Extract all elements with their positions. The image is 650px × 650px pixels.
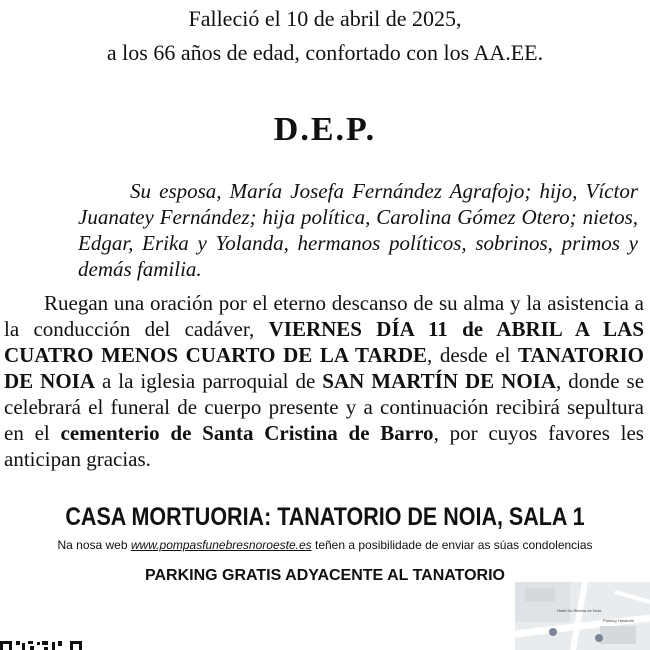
qr-code[interactable] — [0, 638, 86, 650]
body-text-1: Ruegan una oración por el eterno descanso de su alma y la asistencia a la conducción del cadáver, — [4, 291, 644, 341]
ceremony-paragraph — [4, 290, 644, 472]
website-link[interactable]: www.pompasfunebresnoroeste.es — [130, 538, 312, 552]
web-after: teñen a posibilidade de enviar as súas condolencias — [314, 538, 593, 552]
body-text-3: a la iglesia parroquial de — [101, 369, 316, 393]
tanatorio-name: TANATORIO DE NOIA — [4, 343, 644, 393]
cemetery-name: cementerio de Santa Cristina de Barro — [60, 421, 434, 445]
map-label-parking: Parking Tanatorio — [603, 618, 635, 623]
location-map[interactable] — [515, 582, 650, 650]
casa-mortuoria: CASA MORTUORIA: TANATORIO DE NOIA, SALA 1 — [65, 503, 585, 531]
body-text-5: , por cuyos favores les anticipan gracias. — [4, 421, 644, 471]
family-paragraph: Su esposa, María Josefa Fernández Agrafojo; hijo, Víctor Juanatey Fernández; hija política, Carolina Gómez Otero; nietos, Edgar, Erika y Yolanda, hermanos políticos, sobrinos, primos y demás familia. — [78, 179, 638, 281]
map-label-hotel: Hotel Ds Ribeira de Noia — [557, 608, 602, 613]
death-date-line: Falleció el 10 de abril de 2025, — [188, 6, 462, 31]
web-note — [0, 538, 650, 552]
ceremony-date: VIERNES DÍA 11 de ABRIL A LAS CUATRO MENOS CUARTO DE LA TARDE — [4, 317, 645, 367]
web-before: Na nosa web — [57, 538, 128, 552]
dep-heading: D.E.P. — [273, 111, 377, 148]
parking-note: PARKING GRATIS ADYACENTE AL TANATORIO — [144, 567, 505, 584]
body-text-2: , desde el — [427, 343, 511, 367]
body-text-4: , donde se celebrará el funeral de cuerpo presente y a continuación recibirá sepultura en el — [4, 369, 645, 445]
church-name: SAN MARTÍN DE NOIA — [322, 369, 556, 393]
age-line: a los 66 años de edad, confortado con los AA.EE. — [106, 40, 544, 65]
